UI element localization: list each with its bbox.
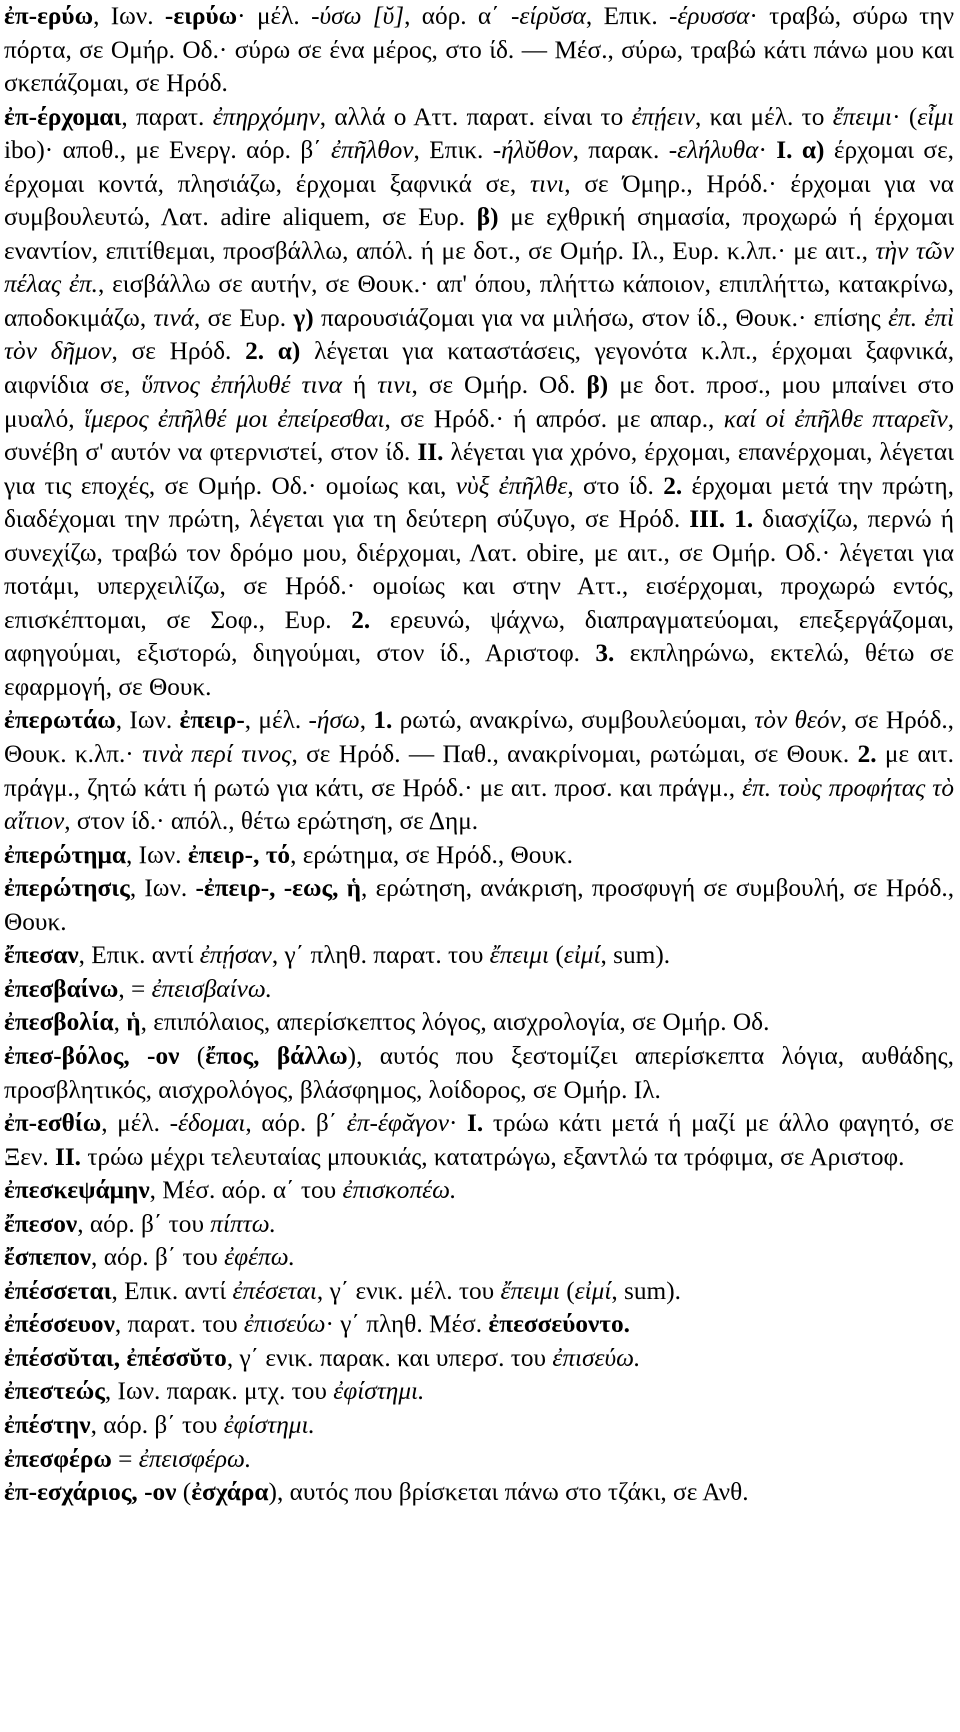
entry-text: λέγεται για καταστάσεις, γεγονότα κ.λπ., έρχομαι ξαφνικά, αιφνίδια σε, bbox=[4, 337, 955, 400]
entry-headword-bold: II. bbox=[417, 438, 444, 467]
entry-form-italic: -ήσω bbox=[308, 706, 360, 735]
dictionary-entry bbox=[4, 839, 954, 873]
entry-form-italic: τινὰ περί τινος bbox=[142, 740, 292, 769]
entry-form-italic: εἰμί bbox=[574, 1276, 612, 1305]
entry-text: διασχίζω, περνώ ή συνεχίζω, τραβώ τον δρόμο μου, διέρχομαι, Λατ. obire, με αιτ., σε Ομήρ. Οδ.· λέγεται για ποτάμι, υπερχειλίζω, σε Ηρόδ.· ομοίως και στην Αττ., εισέρχομαι, προχωρώ εντός, επισκέπτομαι, σε Σοφ., Ευρ. bbox=[4, 505, 955, 634]
entry-text: , σε Ηρόδ. — Παθ., ανακρίνομαι, ρωτώμαι, σε Θουκ. bbox=[291, 740, 858, 769]
entry-text: , παρατ. bbox=[121, 102, 213, 131]
entry-headword-bold: ἡ bbox=[126, 1008, 141, 1037]
entry-text: , Μέσ. αόρ. α΄ του bbox=[149, 1176, 343, 1205]
entry-form-italic: εἰμί bbox=[563, 941, 601, 970]
entry-text: , Επικ. αντί bbox=[111, 1276, 233, 1305]
entry-form-italic: πίπτω. bbox=[210, 1209, 276, 1238]
entry-form-italic: ἐπῄειν bbox=[631, 102, 695, 131]
entry-text: , Επικ. αντί bbox=[78, 941, 200, 970]
entry-headword-bold: I. α) bbox=[776, 136, 825, 165]
entry-form-italic: ἐπῆλθον bbox=[331, 136, 414, 165]
entry-text: , γ΄ ενικ. μέλ. του bbox=[316, 1276, 501, 1305]
entry-headword-bold: β) bbox=[476, 203, 499, 232]
entry-headword-bold: -ειρύω bbox=[164, 2, 238, 30]
entry-text: , παρατ. του bbox=[114, 1310, 244, 1339]
entry-text: με αιτ. πράγμ., ζητώ κάτι ή ρωτώ για κάτι, σε Ηρόδ.· με αιτ. προσ. και πράγμ., bbox=[4, 740, 954, 802]
entry-text: , Ιων. bbox=[126, 840, 188, 869]
dictionary-entry bbox=[4, 1476, 954, 1510]
entry-text: , Ιων. bbox=[115, 706, 180, 735]
dictionary-entry bbox=[4, 1275, 954, 1309]
entry-form-italic: καί οἱ ἐπῆλθε πταρεῖν bbox=[723, 404, 948, 433]
entry-headword-bold: ἐπειρ-, τό bbox=[187, 840, 291, 869]
entry-form-italic: τὴν τῶν πέλας ἐπ. bbox=[4, 236, 954, 299]
entry-form-italic: ἐφέπω. bbox=[224, 1243, 295, 1272]
entry-text: , αόρ. β΄ του bbox=[91, 1243, 225, 1272]
entry-text: , μέλ. bbox=[101, 1109, 170, 1138]
entry-text: , αόρ. α΄ bbox=[404, 2, 511, 30]
entry-text: τρώω κάτι μετά ή μαζί με άλλο φαγητό, σε Ξεν. bbox=[4, 1109, 955, 1171]
entry-headword-bold: ἐπ-έρχομαι bbox=[4, 102, 122, 131]
entry-text: · bbox=[448, 1109, 468, 1138]
entry-text: ), αυτός που βρίσκεται πάνω στο τζάκι, σε Ανθ. bbox=[268, 1478, 749, 1507]
entry-text: , γ΄ πληθ. παρατ. του bbox=[271, 941, 490, 970]
entry-text: ( bbox=[176, 1478, 192, 1507]
entry-form-italic: ἔπειμι bbox=[832, 102, 893, 131]
entry-text: , σε Ηρόδ. bbox=[111, 337, 246, 366]
entry-headword-bold: ἐπεστεώς bbox=[4, 1377, 105, 1406]
entry-form-italic: -έδομαι bbox=[169, 1109, 246, 1138]
entry-headword-bold: ἔσπεπον bbox=[4, 1243, 92, 1272]
entry-form-italic: ἐπεισβαίνω. bbox=[151, 974, 273, 1003]
entry-form-italic: τὸν θεόν bbox=[754, 706, 841, 735]
entry-headword-bold: 1. bbox=[373, 706, 393, 735]
entry-text: ( bbox=[179, 1041, 206, 1070]
entry-headword-bold: ἔπος, βάλλω bbox=[205, 1041, 348, 1070]
entry-form-italic: ἐφίστημι. bbox=[223, 1410, 315, 1439]
entry-text: παρουσιάζομαι για να μιλήσω, στον ίδ., Θουκ.· επίσης bbox=[313, 303, 889, 332]
dictionary-entry bbox=[4, 1375, 954, 1409]
entry-headword-bold: ἔπεσαν bbox=[4, 941, 79, 970]
entry-text: , σε Ομήρ. Οδ. bbox=[411, 371, 587, 400]
entry-text: · γ΄ πληθ. Μέσ. bbox=[325, 1310, 489, 1339]
entry-headword-bold: ἐπεσ-βόλος, -ον bbox=[4, 1041, 180, 1070]
entry-text: έρχομαι σε, έρχομαι κοντά, πλησιάζω, έρχομαι ξαφνικά σε, bbox=[4, 136, 955, 198]
entry-form-italic: τινι bbox=[529, 169, 565, 198]
entry-text: , στον ίδ.· απόλ., θέτω ερώτηση, σε Δημ. bbox=[64, 807, 479, 836]
entry-text: , ερώτηση, ανάκριση, προσφυγή σε συμβουλή, σε Ηρόδ., Θουκ. bbox=[4, 874, 955, 936]
entry-form-italic: ἐπεισφέρω. bbox=[138, 1444, 252, 1473]
entry-text: , γ΄ ενικ. παρακ. και υπερσ. του bbox=[226, 1343, 553, 1372]
entry-headword-bold: 3. bbox=[595, 639, 615, 668]
entry-form-italic: ἐπισκοπέω. bbox=[342, 1176, 457, 1205]
entry-form-italic: ελήλυθα bbox=[677, 136, 759, 165]
dictionary-entry bbox=[4, 939, 954, 973]
entry-text: ( bbox=[549, 941, 564, 970]
dictionary-entry bbox=[4, 1208, 954, 1242]
entry-text: , Επικ. bbox=[413, 136, 493, 165]
dictionary-entry bbox=[4, 1174, 954, 1208]
entry-text: , σε Όμηρ., Ηρόδ.· έρχομαι για να συμβουλευτώ, Λατ. adire aliquem, σε Ευρ. bbox=[4, 169, 954, 232]
entry-headword-bold: ἐπερώτημα bbox=[4, 840, 126, 869]
entry-form-italic: -ήλῠθον bbox=[492, 136, 573, 165]
entry-text: με δοτ. προσ., μου μπαίνει στο μυαλό, bbox=[4, 371, 955, 433]
entry-headword-bold: ἐπ-εσχάριος, -ον bbox=[4, 1478, 177, 1507]
entry-text: · ( bbox=[892, 102, 918, 131]
entry-text: , αλλά ο Αττ. παρατ. είναι το bbox=[319, 102, 632, 131]
dictionary-entry bbox=[4, 1107, 954, 1174]
entry-headword-bold: ἐπεσκεψάμην bbox=[4, 1176, 150, 1205]
entry-text: , στο ίδ. bbox=[567, 471, 664, 500]
entry-form-italic: ἔπειμι bbox=[489, 941, 550, 970]
dictionary-page bbox=[4, 0, 954, 1510]
entry-headword-bold: ἐπεσβαίνω bbox=[4, 974, 119, 1003]
entry-form-italic: ἐπηρχόμην bbox=[212, 102, 320, 131]
entry-text: = bbox=[111, 1444, 139, 1473]
entry-headword-bold: -ἐπειρ-, -εως, ἡ bbox=[195, 874, 362, 903]
entry-form-italic: ἐπ-έφᾰγον bbox=[346, 1109, 449, 1138]
entry-headword-bold: II. bbox=[54, 1142, 81, 1171]
entry-text: · μέλ. bbox=[237, 2, 312, 30]
entry-text: , sum). bbox=[600, 941, 671, 970]
dictionary-entry bbox=[4, 1443, 954, 1477]
entry-headword-bold: ἐσχάρα bbox=[191, 1478, 269, 1507]
entry-form-italic: ἐπῄσαν bbox=[199, 941, 272, 970]
dictionary-entry bbox=[4, 973, 954, 1007]
entry-form-italic: -ύσω [ῠ] bbox=[311, 2, 405, 30]
entry-text: τρώω μέχρι τελευταίας μπουκιάς, κατατρώγω, εξαντλώ τα τρόφιμα, σε Αριστοφ. bbox=[81, 1142, 905, 1171]
entry-text: λέγεται για χρόνο, έρχομαι, επανέρχομαι, λέγεται για τις εποχές, σε Ομήρ. Οδ.· ομοίως και, bbox=[4, 438, 954, 500]
entry-text: , Ιων. bbox=[129, 874, 196, 903]
entry-form-italic: ἐφίστημι. bbox=[333, 1377, 425, 1406]
entry-headword-bold: ἐπειρ- bbox=[179, 706, 245, 735]
dictionary-entry bbox=[4, 1308, 954, 1342]
entry-text: , εισβάλλω σε αυτήν, σε Θουκ.· απ' όπου, πλήττω κάποιον, επιπλήττω, κατακρίνω, αποδοκιμάζω, bbox=[4, 270, 954, 332]
entry-headword-bold: 2. bbox=[351, 605, 371, 634]
entry-headword-bold: ἐπ-ερύω bbox=[4, 2, 94, 30]
entry-text: , Ιων. bbox=[93, 2, 165, 30]
dictionary-entry bbox=[4, 1409, 954, 1443]
entry-headword-bold: 2. bbox=[663, 471, 683, 500]
entry-text: , μέλ. bbox=[244, 706, 309, 735]
entry-text: , παρακ. - bbox=[572, 136, 678, 165]
entry-text: ή bbox=[342, 371, 378, 400]
entry-text: ), αυτός που ξεστομίζει απερίσκεπτα λόγια, αυθάδης, προσβλητικός, αισχρολόγος, βλάσφημος, λοίδορος, σε Ομήρ. Ιλ. bbox=[4, 1041, 954, 1104]
entry-text: , και μέλ. το bbox=[694, 102, 833, 131]
entry-text: , bbox=[113, 1008, 127, 1037]
entry-headword-bold: ἐπερωτάω bbox=[4, 706, 116, 735]
entry-text: · bbox=[758, 136, 777, 165]
entry-text: , Ιων. παρακ. μτχ. του bbox=[104, 1377, 334, 1406]
entry-text: · τραβώ, σύρω την πόρτα, σε Ομήρ. Οδ.· σύρω σε ένα μέρος, στο ίδ. — Μέσ., σύρω, τραβώ κάτι πάνω μου και σκεπάζομαι, σε Ηρόδ. bbox=[4, 2, 955, 98]
entry-headword-bold: I. bbox=[467, 1109, 484, 1138]
entry-text: έρχομαι μετά την πρώτη, διαδέχομαι την πρώτη, λέγεται για τη δεύτερη σύζυγο, σε Ηρόδ. bbox=[4, 471, 954, 534]
entry-text: , = bbox=[118, 974, 152, 1003]
entry-text: ( bbox=[559, 1276, 575, 1305]
entry-text: , ερώτημα, σε Ηρόδ., Θουκ. bbox=[290, 840, 573, 869]
entry-text: ibo)· αποθ., με Ενεργ. αόρ. β΄ bbox=[4, 136, 332, 165]
entry-headword-bold: 2. bbox=[857, 740, 877, 769]
dictionary-entry bbox=[4, 704, 954, 838]
entry-text: , Επικ. bbox=[585, 2, 670, 30]
entry-text: , σε Ηρόδ., Θουκ. κ.λπ.· bbox=[4, 706, 955, 769]
entry-text: , επιπόλαιος, απερίσκεπτος λόγος, αισχρολογία, σε Ομήρ. Οδ. bbox=[140, 1008, 770, 1037]
entry-form-italic: ἐπισεύω. bbox=[552, 1343, 641, 1372]
entry-headword-bold: γ) bbox=[293, 303, 314, 332]
entry-text: , συνέβη σ' αυτόν να φτερνιστεί, στον ίδ. bbox=[4, 404, 955, 467]
entry-text: , σε Ευρ. bbox=[194, 303, 294, 332]
entry-text: , αόρ. β΄ του bbox=[90, 1410, 224, 1439]
dictionary-entry bbox=[4, 0, 954, 101]
entry-form-italic: -έρυσσα bbox=[669, 2, 750, 30]
entry-form-italic: ὕπνος ἐπήλυθέ τινα bbox=[141, 371, 343, 400]
entry-form-italic: εἶμι bbox=[917, 102, 954, 131]
entry-text: , sum). bbox=[611, 1276, 681, 1305]
entry-form-italic: ἐπέσεται bbox=[232, 1276, 317, 1305]
entry-headword-bold: ἐπέσσεται bbox=[4, 1276, 112, 1305]
entry-text: , bbox=[359, 706, 374, 735]
dictionary-entry bbox=[4, 1040, 954, 1107]
entry-text: , αόρ. β΄ bbox=[245, 1109, 347, 1138]
entry-text: ερευνώ, ψάχνω, διαπραγματεύομαι, επεξεργάζομαι, αφηγούμαι, εξιστορώ, διηγούμαι, στον ίδ., Αριστοφ. bbox=[4, 605, 955, 668]
dictionary-entry bbox=[4, 872, 954, 939]
entry-headword-bold: ἐπερώτησις bbox=[4, 874, 130, 903]
entry-text: εκπληρώνω, εκτελώ, θέτω σε εφαρμογή, σε Θουκ. bbox=[4, 639, 954, 701]
entry-headword-bold: 2. α) bbox=[245, 337, 301, 366]
entry-headword-bold: β) bbox=[586, 371, 609, 400]
dictionary-entry bbox=[4, 101, 954, 705]
entry-headword-bold: ἐπέσσῠται, ἐπέσσῠτο bbox=[4, 1343, 227, 1372]
entry-form-italic: ἐπ. τοὺς προφήτας τὸ αἴτιον bbox=[4, 773, 954, 836]
entry-text: , σε Ηρόδ.· ή απρόσ. με απαρ., bbox=[384, 404, 724, 433]
entry-headword-bold: III. 1. bbox=[689, 505, 754, 534]
entry-form-italic: ἐπισεύω bbox=[243, 1310, 326, 1339]
entry-form-italic: τινά bbox=[153, 303, 195, 332]
entry-headword-bold: ἐπεσφέρω bbox=[4, 1444, 112, 1473]
entry-headword-bold: ἔπεσον bbox=[4, 1209, 78, 1238]
entry-form-italic: ἐπ. ἐπὶ τὸν δῆμον bbox=[4, 303, 954, 366]
entry-headword-bold: ἐπέστην bbox=[4, 1410, 91, 1439]
dictionary-entry bbox=[4, 1006, 954, 1040]
entry-text: ρωτώ, ανακρίνω, συμβουλεύομαι, bbox=[392, 706, 755, 735]
entry-headword-bold: ἐπεσβολία bbox=[4, 1008, 114, 1037]
entry-headword-bold: ἐπ-εσθίω bbox=[4, 1109, 102, 1138]
entry-text: , αόρ. β΄ του bbox=[77, 1209, 211, 1238]
dictionary-entry bbox=[4, 1241, 954, 1275]
entry-text: με εχθρική σημασία, προχωρώ ή έρχομαι εναντίον, επιτίθεμαι, προσβάλλω, απόλ. ή με δοτ., σε Ομήρ. Ιλ., Ευρ. κ.λπ.· με αιτ., bbox=[4, 203, 955, 265]
entry-form-italic: νὺξ ἐπῆλθε bbox=[455, 471, 568, 500]
entry-headword-bold: ἐπέσσευον bbox=[4, 1310, 115, 1339]
entry-form-italic: τινι bbox=[377, 371, 412, 400]
entry-form-italic: ἔπειμι bbox=[500, 1276, 560, 1305]
dictionary-entry bbox=[4, 1342, 954, 1376]
entry-form-italic: -είρῠσα bbox=[510, 2, 586, 30]
entry-headword-bold: ἐπεσσεύοντο. bbox=[488, 1310, 630, 1339]
entry-form-italic: ἵμερος ἐπῆλθέ μοι ἐπείρεσθαι bbox=[83, 404, 385, 433]
